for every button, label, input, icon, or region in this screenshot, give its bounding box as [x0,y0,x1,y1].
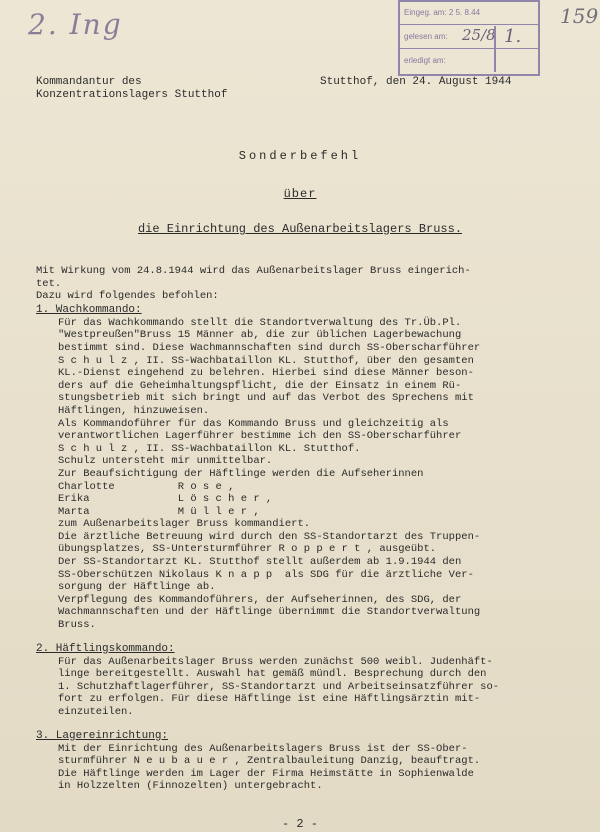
text-line: Mit der Einrichtung des Außenarbeitslagers Bruss ist der SS-Ober- [58,742,468,755]
intro-line: tet. [36,277,62,290]
text-line: Für das Wachkommando stellt die Standortverwaltung des Tr.Üb.Pl. [58,316,462,329]
text-line: Charlotte R o s e , [58,480,235,493]
section-wachkommando [36,303,576,632]
text-line: Verpflegung des Kommandoführers, der Aufseherinnen, des SDG, der [58,593,462,606]
handwritten-note: 2. Ing [28,8,123,41]
page-number: - 2 - [281,817,318,831]
text-line: Zur Beaufsichtigung der Häftlinge werden die Aufseherinnen [58,467,424,480]
stamp-row-received [400,2,538,25]
text-line: zum Außenarbeitslager Bruss kommandiert. [58,518,311,531]
section-heading: 1. Wachkommando: [36,303,142,316]
text-line: linge bereitgestellt. Auswahl hat gemäß mündl. Besprechung durch den [58,668,487,681]
section-heading: 2. Häftlingskommando: [36,642,175,655]
text-line: stungsbetrieb mit sich bringt und auf das Verbot des Sprechens mit [58,392,474,405]
text-line: S c h u l z , II. SS-Wachbataillon KL. Stutthof. [58,442,361,455]
section-heading: 3. Lagereinrichtung: [36,729,169,742]
section-lagereinrichtung [36,729,576,793]
text-line: Marta M ü l l e r , [58,505,260,518]
stamp-row-done [400,50,538,72]
text-line: Die Häftlinge werden im Lager der Firma Heimstätte in Sophienwalde [58,767,474,780]
section-gap [36,632,576,642]
stamp-divider [494,26,496,72]
intro-line: Mit Wirkung vom 24.8.1944 wird das Außenarbeitslager Bruss eingerich- [36,265,471,277]
text-line: Schulz untersteht mir unmittelbar. [58,455,273,468]
intro-paragraph [36,265,576,303]
section-text [36,656,576,719]
text-line: einzuteilen. [58,706,134,718]
text-line: Erika L ö s c h e r , [58,493,273,506]
text-line: 1. Schutzhaftlagerführer, SS-Standortarzt und Arbeitseinsatzführer so- [58,680,500,693]
text-line: bestimmt sind. Diese Wachmannschaften sind durch SS-Oberscharführer [58,341,481,354]
stamp-read-label: gelesen am: [404,32,448,41]
text-line: KL.-Dienst eingehend zu belehren. Hierbei sind diese Männer beson- [58,367,474,380]
receipt-stamp [398,0,540,76]
section-gap [36,719,576,729]
text-line: "Westpreußen"Bruss 15 Männer ab, die zur üblichen Lagerbewachung [58,329,462,342]
text-line: fort zu erfolgen. Für diese Häftlinge ist eine Häftlingsärztin mit- [58,693,481,706]
text-line: sturmführer N e u b a u e r , Zentralbauleitung Danzig, beauftragt. [58,755,481,768]
text-line: Für das Außenarbeitslager Bruss werden zunächst 500 weibl. Judenhäft- [58,655,493,668]
text-line: sorgung der Häftlinge ab. [58,581,216,594]
archive-number: 159 [560,4,599,28]
text-line: Als Kommandoführer für das Kommando Bruss und gleichzeitig als [58,417,449,430]
stamp-read-value: 25/8 [462,26,496,44]
document-title: Sonderbefehl [238,149,362,163]
text-line: ders auf die Geheimhaltungspflicht, die der Einsatz in einem Rü- [58,379,462,392]
text-line: verantwortlichen Lagerführer bestimme ich den SS-Oberscharführer [58,430,462,443]
document-body [36,265,576,793]
text-line: Häftlingen, hinzuweisen. [58,404,210,417]
text-line: Bruss. [58,619,96,632]
section-text [36,743,576,793]
document-date: Stutthof, den 24. August 1944 [320,76,512,88]
sender-line-2: Konzentrationslagers Stutthof [36,89,228,101]
intro-line: Dazu wird folgendes befohlen: [36,290,219,303]
text-line: S c h u l z , II. SS-Wachbataillon KL. Stutthof, über den gesamten [58,354,474,367]
document-subject: die Einrichtung des Außenarbeitslagers Bruss. [137,222,463,236]
text-line: Wachmannschaften und der Häftlinge übernimmt die Standortverwaltung [58,606,481,619]
text-line: Der SS-Standortarzt KL. Stutthof stellt außerdem ab 1.9.1944 den [58,556,462,569]
text-line: in Holzzelten (Finnozelten) untergebracht. [58,780,323,793]
text-line: Die ärztliche Betreuung wird durch den SS-Standortarzt des Truppen- [58,530,481,543]
stamp-done-label: erledigt am: [404,56,446,65]
text-line: übungsplatzes, SS-Untersturmführer R o p p e r t , ausgeübt. [58,543,437,556]
sender-line-1: Kommandantur des [36,76,142,88]
stamp-received-text: Eingeg. am: 2 5. 8.44 [404,8,481,17]
stamp-done-value: 1. [504,26,522,47]
section-haeftlingskommando [36,642,576,719]
section-text [36,317,576,632]
title-connector: über [283,187,317,201]
text-line: SS-Oberschützen Nikolaus K n a p p als SDG für die ärztliche Ver- [58,568,474,581]
